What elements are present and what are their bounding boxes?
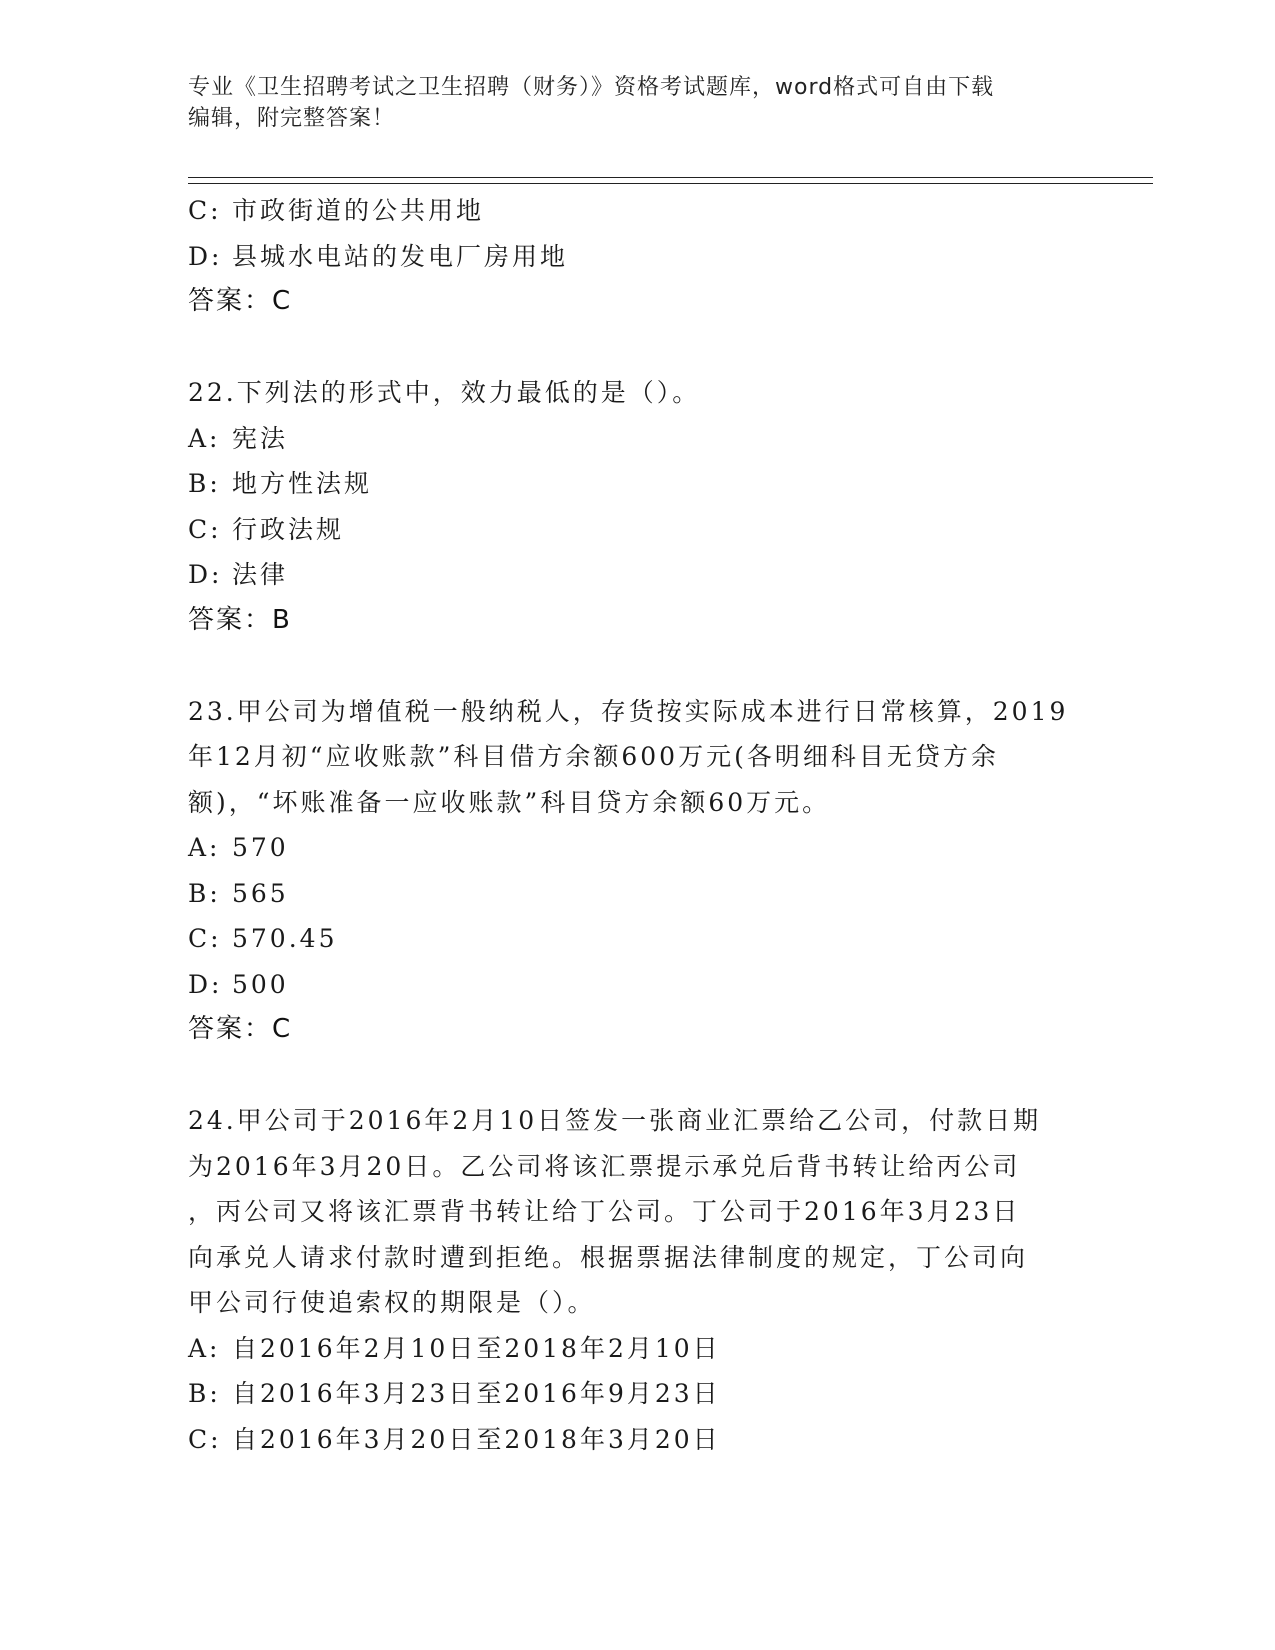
option-label: B: [188,469,221,498]
option-text: 宪法 [232,423,289,453]
question-stem-line: 24.甲公司于2016年2月10日签发一张商业汇票给乙公司，付款日期 [188,1106,1042,1135]
option-text: 自2016年3月23日至2016年9月23日 [232,1379,721,1408]
option-label: A: [188,423,221,453]
option-d [188,552,1088,598]
option-label: B: [188,878,221,908]
question-24 [188,1098,1088,1462]
option-b [188,1371,1088,1417]
answer: 答案：C [188,286,293,316]
option-label: A: [188,833,221,862]
option-label: D: [188,241,223,271]
option-label: C: [188,924,222,953]
option-c [188,188,1088,234]
header-rule-top [188,177,1153,178]
document-body [188,188,1088,1462]
option-text: 市政街道的公共用地 [232,196,485,225]
option-a [188,825,1088,871]
option-a [188,416,1088,462]
option-text: 570 [232,833,289,862]
spacer [188,325,1088,371]
question-stem-line: ，丙公司又将该汇票背书转让给丁公司。丁公司于2016年3月23日 [188,1197,1021,1226]
option-b [188,871,1088,917]
question-stem-line: 甲公司行使追索权的期限是（）。 [188,1288,596,1317]
option-text: 570.45 [232,924,338,953]
spacer [188,1053,1088,1099]
question-stem-line: 额)，“坏账准备一应收账款”科目贷方余额60万元。 [188,787,831,817]
spacer [188,643,1088,689]
option-text: 自2016年3月20日至2018年3月20日 [232,1424,721,1454]
answer: 答案：C [188,1014,293,1044]
option-label: D: [188,969,223,999]
prev-question [188,188,1088,325]
option-label: A: [188,1333,221,1363]
option-c [188,507,1088,553]
option-text: 565 [232,878,289,908]
question-23 [188,689,1088,1053]
option-d [188,234,1088,280]
header-line-2: 编辑，附完整答案！ [188,106,396,131]
option-text: 自2016年2月10日至2018年2月10日 [232,1333,721,1363]
option-text: 行政法规 [232,514,345,544]
option-label: B: [188,1379,221,1408]
option-text: 地方性法规 [232,469,373,498]
answer: 答案：B [188,604,292,635]
option-text: 500 [232,969,289,999]
option-label: C: [188,1424,222,1454]
option-d [188,962,1088,1008]
option-label: D: [188,560,223,589]
option-text: 县城水电站的发电厂房用地 [232,241,569,271]
option-label: C: [188,196,222,225]
option-label: C: [188,514,222,544]
question-stem-line: 为2016年3月20日。乙公司将该汇票提示承兑后背书转让给丙公司 [188,1151,1021,1181]
option-a [188,1326,1088,1372]
document-header [188,72,1068,134]
header-line-1: 专业《卫生招聘考试之卫生招聘（财务）》资格考试题库，word格式可自由下载 [188,75,995,100]
option-b [188,461,1088,507]
question-stem-line: 向承兑人请求付款时遭到拒绝。根据票据法律制度的规定，丁公司向 [188,1242,1029,1272]
question-stem: 22.下列法的形式中，效力最低的是（）。 [188,378,701,407]
option-c [188,916,1088,962]
question-stem-line: 23.甲公司为增值税一般纳税人，存货按实际成本进行日常核算，2019 [188,696,1069,726]
header-rule-bottom [188,183,1153,184]
option-c [188,1417,1088,1463]
option-text: 法律 [232,560,289,589]
question-stem-line: 年12月初“应收账款”科目借方余额600万元(各明细科目无贷方余 [188,742,999,771]
question-22 [188,370,1088,643]
